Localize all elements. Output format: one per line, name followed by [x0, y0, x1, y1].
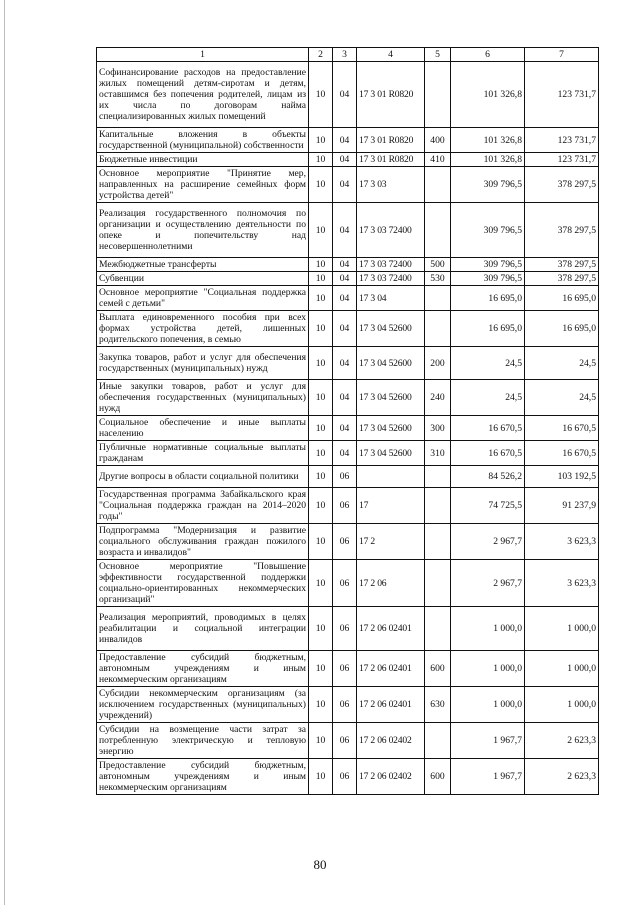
row-name-cell: Основное мероприятие "Социальная поддержка семей с детьми"	[97, 286, 309, 311]
subsection-cell: 04	[333, 380, 357, 416]
table-row	[97, 258, 599, 272]
table-row	[97, 441, 599, 466]
table-row	[97, 62, 599, 128]
amount-cell: 3 623,3	[525, 560, 599, 607]
amount-cell: 123 731,7	[525, 153, 599, 167]
target-code-cell: 17 3 04 52600	[357, 441, 425, 466]
amount-cell: 24,5	[525, 347, 599, 380]
amount-cell: 91 237,9	[525, 488, 599, 524]
expense-type-cell: 500	[425, 258, 451, 272]
target-code-cell: 17 3 04 52600	[357, 311, 425, 347]
section-cell: 10	[309, 272, 333, 286]
amount-cell: 74 725,5	[451, 488, 525, 524]
row-name-cell: Реализация государственного полномочия по организации и осуществлению деятельности по опеке и попечительству над несовершеннолетними	[97, 203, 309, 258]
section-cell: 10	[309, 607, 333, 651]
amount-cell: 16 670,5	[451, 441, 525, 466]
subsection-cell: 06	[333, 466, 357, 488]
column-header: 5	[425, 48, 451, 62]
amount-cell: 1 000,0	[525, 607, 599, 651]
row-name-cell: Субсидии некоммерческим организациям (за исключением государственных (муниципальных) учреждений)	[97, 687, 309, 723]
section-cell: 10	[309, 347, 333, 380]
table-row	[97, 311, 599, 347]
scan-edge-line	[4, 0, 5, 905]
subsection-cell: 04	[333, 62, 357, 128]
amount-cell: 16 695,0	[451, 286, 525, 311]
row-name-cell: Подпрограмма "Модернизация и развитие социального обслуживания граждан пожилого возраста и инвалидов"	[97, 524, 309, 560]
target-code-cell: 17 2 06	[357, 560, 425, 607]
section-cell: 10	[309, 524, 333, 560]
section-cell: 10	[309, 687, 333, 723]
target-code-cell: 17 3 03	[357, 167, 425, 203]
section-cell: 10	[309, 153, 333, 167]
row-name-cell: Публичные нормативные социальные выплаты гражданам	[97, 441, 309, 466]
section-cell: 10	[309, 62, 333, 128]
subsection-cell: 04	[333, 416, 357, 441]
amount-cell: 2 623,3	[525, 723, 599, 759]
amount-cell: 3 623,3	[525, 524, 599, 560]
expense-type-cell: 530	[425, 272, 451, 286]
target-code-cell: 17 3 01 R0820	[357, 153, 425, 167]
target-code-cell: 17 3 04 52600	[357, 347, 425, 380]
table-row	[97, 488, 599, 524]
amount-cell: 1 000,0	[451, 651, 525, 687]
column-header: 2	[309, 48, 333, 62]
expense-type-cell: 240	[425, 380, 451, 416]
amount-cell: 16 695,0	[525, 311, 599, 347]
section-cell: 10	[309, 651, 333, 687]
row-name-cell: Иные закупки товаров, работ и услуг для обеспечения государственных (муниципальных) нужд	[97, 380, 309, 416]
target-code-cell: 17 2 06 02402	[357, 759, 425, 795]
subsection-cell: 04	[333, 153, 357, 167]
section-cell: 10	[309, 488, 333, 524]
section-cell: 10	[309, 416, 333, 441]
expense-type-cell: 400	[425, 128, 451, 153]
target-code-cell: 17 2 06 02401	[357, 687, 425, 723]
row-name-cell: Социальное обеспечение и иные выплаты населению	[97, 416, 309, 441]
expense-type-cell: 410	[425, 153, 451, 167]
section-cell: 10	[309, 167, 333, 203]
section-cell: 10	[309, 560, 333, 607]
amount-cell: 1 967,7	[451, 723, 525, 759]
amount-cell: 378 297,5	[525, 203, 599, 258]
amount-cell: 24,5	[525, 380, 599, 416]
table-row	[97, 416, 599, 441]
subsection-cell: 04	[333, 311, 357, 347]
amount-cell: 378 297,5	[525, 167, 599, 203]
row-name-cell: Основное мероприятие "Принятие мер, направленных на расширение семейных форм устройства детей"	[97, 167, 309, 203]
amount-cell: 16 670,5	[525, 441, 599, 466]
column-header: 3	[333, 48, 357, 62]
table-row	[97, 380, 599, 416]
target-code-cell: 17 3 04 52600	[357, 416, 425, 441]
expense-type-cell: 200	[425, 347, 451, 380]
amount-cell: 2 967,7	[451, 560, 525, 607]
section-cell: 10	[309, 203, 333, 258]
column-header: 1	[97, 48, 309, 62]
expense-type-cell: 600	[425, 651, 451, 687]
subsection-cell: 06	[333, 524, 357, 560]
expense-type-cell: 600	[425, 759, 451, 795]
amount-cell: 309 796,5	[451, 258, 525, 272]
amount-cell: 378 297,5	[525, 272, 599, 286]
section-cell: 10	[309, 441, 333, 466]
expense-type-cell	[425, 560, 451, 607]
amount-cell: 1 000,0	[525, 687, 599, 723]
subsection-cell: 04	[333, 258, 357, 272]
expense-type-cell	[425, 607, 451, 651]
subsection-cell: 04	[333, 203, 357, 258]
expense-type-cell	[425, 311, 451, 347]
amount-cell: 1 000,0	[451, 607, 525, 651]
subsection-cell: 06	[333, 488, 357, 524]
row-name-cell: Субвенции	[97, 272, 309, 286]
subsection-cell: 06	[333, 723, 357, 759]
target-code-cell: 17 2	[357, 524, 425, 560]
table-row	[97, 560, 599, 607]
page-number: 80	[313, 857, 327, 872]
amount-cell: 24,5	[451, 347, 525, 380]
table-row	[97, 687, 599, 723]
amount-cell: 101 326,8	[451, 128, 525, 153]
table-header-row	[97, 48, 599, 62]
expense-type-cell: 310	[425, 441, 451, 466]
row-name-cell: Межбюджетные трансферты	[97, 258, 309, 272]
row-name-cell: Основное мероприятие "Повышение эффективности государственной поддержки социально-ориентированных некоммерческих организаций"	[97, 560, 309, 607]
table-row	[97, 167, 599, 203]
subsection-cell: 04	[333, 441, 357, 466]
column-header: 4	[357, 48, 425, 62]
row-name-cell: Выплата единовременного пособия при всех формах устройства детей, лишенных родительского попечения, в семью	[97, 311, 309, 347]
target-code-cell: 17 3 04 52600	[357, 380, 425, 416]
expense-type-cell: 630	[425, 687, 451, 723]
section-cell: 10	[309, 286, 333, 311]
row-name-cell: Государственная программа Забайкальского края "Социальная поддержка граждан на 2014–2020 годы"	[97, 488, 309, 524]
row-name-cell: Предоставление субсидий бюджетным, автономным учреждениям и иным некоммерческим организациям	[97, 759, 309, 795]
target-code-cell: 17 3 01 R0820	[357, 62, 425, 128]
amount-cell: 103 192,5	[525, 466, 599, 488]
table-row	[97, 723, 599, 759]
amount-cell: 16 695,0	[525, 286, 599, 311]
column-header: 6	[451, 48, 525, 62]
amount-cell: 309 796,5	[451, 167, 525, 203]
amount-cell: 2 967,7	[451, 524, 525, 560]
table-row	[97, 272, 599, 286]
expense-type-cell	[425, 488, 451, 524]
amount-cell: 123 731,7	[525, 128, 599, 153]
target-code-cell: 17 2 06 02401	[357, 607, 425, 651]
target-code-cell: 17 3 03 72400	[357, 272, 425, 286]
target-code-cell: 17 3 03 72400	[357, 203, 425, 258]
row-name-cell: Закупка товаров, работ и услуг для обеспечения государственных (муниципальных) нужд	[97, 347, 309, 380]
subsection-cell: 04	[333, 128, 357, 153]
row-name-cell: Предоставление субсидий бюджетным, автономным учреждениям и иным некоммерческим организациям	[97, 651, 309, 687]
amount-cell: 123 731,7	[525, 62, 599, 128]
expense-type-cell	[425, 62, 451, 128]
column-header: 7	[525, 48, 599, 62]
amount-cell: 1 967,7	[451, 759, 525, 795]
amount-cell: 378 297,5	[525, 258, 599, 272]
amount-cell: 1 000,0	[451, 687, 525, 723]
subsection-cell: 06	[333, 560, 357, 607]
subsection-cell: 04	[333, 286, 357, 311]
table-row	[97, 607, 599, 651]
target-code-cell: 17	[357, 488, 425, 524]
target-code-cell: 17 3 04	[357, 286, 425, 311]
amount-cell: 309 796,5	[451, 272, 525, 286]
subsection-cell: 06	[333, 607, 357, 651]
amount-cell: 16 695,0	[451, 311, 525, 347]
section-cell: 10	[309, 311, 333, 347]
amount-cell: 16 670,5	[451, 416, 525, 441]
row-name-cell: Реализация мероприятий, проводимых в целях реабилитации и социальной интеграции инвалидов	[97, 607, 309, 651]
target-code-cell	[357, 466, 425, 488]
amount-cell: 101 326,8	[451, 62, 525, 128]
subsection-cell: 06	[333, 759, 357, 795]
target-code-cell: 17 2 06 02401	[357, 651, 425, 687]
subsection-cell: 04	[333, 167, 357, 203]
row-name-cell: Субсидии на возмещение части затрат за потребленную электрическую и тепловую энергию	[97, 723, 309, 759]
table-row	[97, 128, 599, 153]
row-name-cell: Софинансирование расходов на предоставление жилых помещений детям-сиротам и детям, оставшимся без попечения родителей, лицам из их числа по договорам найма специализированных жилых помещений	[97, 62, 309, 128]
section-cell: 10	[309, 466, 333, 488]
table-row	[97, 651, 599, 687]
subsection-cell: 06	[333, 687, 357, 723]
table-row	[97, 524, 599, 560]
table-row	[97, 759, 599, 795]
row-name-cell: Бюджетные инвестиции	[97, 153, 309, 167]
table-body	[97, 62, 599, 795]
amount-cell: 101 326,8	[451, 153, 525, 167]
amount-cell: 309 796,5	[451, 203, 525, 258]
row-name-cell: Капитальные вложения в объекты государственной (муниципальной) собственности	[97, 128, 309, 153]
expense-type-cell	[425, 167, 451, 203]
section-cell: 10	[309, 380, 333, 416]
expense-type-cell: 300	[425, 416, 451, 441]
subsection-cell: 04	[333, 347, 357, 380]
expense-type-cell	[425, 723, 451, 759]
table-row	[97, 203, 599, 258]
target-code-cell: 17 3 03 72400	[357, 258, 425, 272]
section-cell: 10	[309, 723, 333, 759]
amount-cell: 1 000,0	[525, 651, 599, 687]
expense-type-cell	[425, 524, 451, 560]
section-cell: 10	[309, 759, 333, 795]
target-code-cell: 17 2 06 02402	[357, 723, 425, 759]
table-row	[97, 286, 599, 311]
table-row	[97, 153, 599, 167]
target-code-cell: 17 3 01 R0820	[357, 128, 425, 153]
budget-table	[96, 47, 599, 795]
section-cell: 10	[309, 128, 333, 153]
amount-cell: 24,5	[451, 380, 525, 416]
expense-type-cell	[425, 286, 451, 311]
subsection-cell: 04	[333, 272, 357, 286]
amount-cell: 84 526,2	[451, 466, 525, 488]
row-name-cell: Другие вопросы в области социальной политики	[97, 466, 309, 488]
section-cell: 10	[309, 258, 333, 272]
amount-cell: 2 623,3	[525, 759, 599, 795]
amount-cell: 16 670,5	[525, 416, 599, 441]
expense-type-cell	[425, 466, 451, 488]
table-row	[97, 347, 599, 380]
table-row	[97, 466, 599, 488]
expense-type-cell	[425, 203, 451, 258]
subsection-cell: 06	[333, 651, 357, 687]
